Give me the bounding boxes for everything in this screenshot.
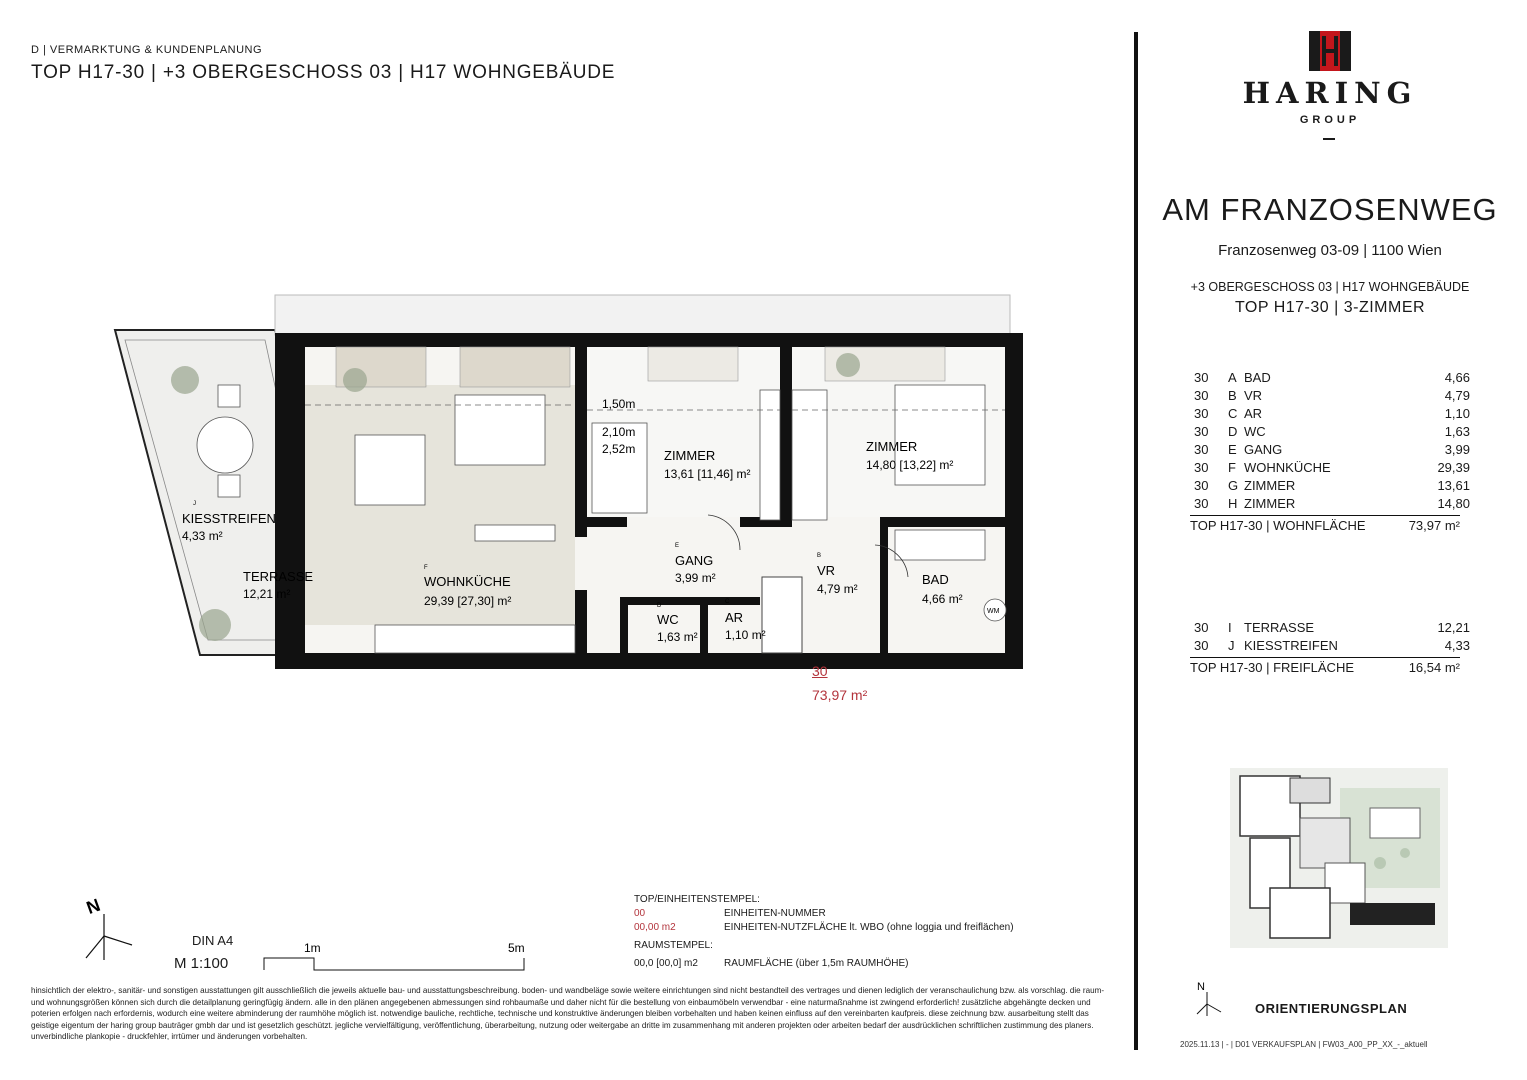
scale-ratio: M 1:100 [174, 955, 229, 972]
divider-line [1134, 32, 1138, 1050]
plan-area-zimmer-1: 13,61 [11,46] m² [664, 467, 751, 481]
plan-label-ar: AR [725, 610, 744, 625]
plan-label-zimmer-1: ZIMMER [664, 448, 716, 463]
plan-area-wohnkueche: 29,39 [27,30] m² [424, 594, 512, 608]
wohnflaeche-total: TOP H17-30 | WOHNFLÄCHE 73,97 m² [1190, 515, 1460, 533]
orientation-map [1230, 768, 1448, 948]
unit-stamp-area: 73,97 m² [812, 687, 868, 703]
plan-label-wc-letter: D [657, 603, 662, 609]
plan-area-bad: 4,66 m² [922, 592, 963, 606]
brand-name: HARING [1242, 76, 1418, 110]
orientation-north-label: N [1197, 981, 1205, 993]
plan-height-3: 2,52m [602, 442, 636, 456]
paper-format: DIN A4 [192, 933, 234, 948]
room-row: 30 J KIESSTREIFEN 4,33 [1194, 638, 1470, 653]
scale-5m: 5m [508, 941, 525, 955]
page-title: TOP H17-30 | +3 OBERGESCHOSS 03 | H17 WOHNGEBÄUDE [31, 62, 616, 83]
room-row: 30 C AR 1,10 [1194, 406, 1470, 421]
freiflaeche-total: TOP H17-30 | FREIFLÄCHE 16,54 m² [1190, 657, 1460, 675]
room-row: 30 G ZIMMER 13,61 [1194, 478, 1470, 493]
project-unit: TOP H17-30 | 3-ZIMMER [1234, 299, 1426, 316]
plan-label-zimmer-2: ZIMMER [866, 439, 918, 454]
outdoor-list [1190, 619, 1470, 675]
plan-area-wc: 1,63 m² [657, 630, 698, 644]
stamp-legend: TOP/EINHEITENSTEMPEL: 00 EINHEITEN-NUMMER 00,00 m2 EINHEITEN-NUTZFLÄCHE lt. WBO (ohne loggia und freiflächen) RAUMSTEMPEL: 00,0 [00,0] m2 RAUMFLÄCHE (über 1,5m RAUMHÖHE) [634, 894, 1014, 969]
plan-area-gang: 3,99 m² [675, 571, 716, 585]
plan-height-2: 2,10m [602, 425, 636, 439]
room-row: 30 E GANG 3,99 [1194, 442, 1470, 457]
plan-label-gang-letter: E [675, 543, 680, 549]
plan-label-terrasse: TERRASSE [243, 569, 314, 584]
plan-label-kies: KIESSTREIFEN [182, 511, 276, 526]
project-address: Franzosenweg 03-09 | 1100 Wien [1218, 242, 1442, 259]
plan-label-wohnkueche: WOHNKÜCHE [424, 574, 511, 589]
orientation-north-icon [1195, 978, 1225, 1023]
project-floor: +3 OBERGESCHOSS 03 | H17 WOHNGEBÄUDE [1190, 280, 1470, 294]
unit-stamp-number: 30 [812, 663, 828, 679]
plan-label-wk-letter: F [424, 565, 428, 571]
room-list [1190, 369, 1470, 533]
plan-area-kies: 4,33 m² [182, 529, 223, 543]
plan-meta: 2025.11.13 | - | D01 VERKAUFSPLAN | FW03_A00_PP_XX_-_aktuell [1180, 1040, 1428, 1049]
unit-stamp [812, 663, 867, 703]
room-row: 30 H ZIMMER 14,80 [1194, 496, 1470, 511]
brand-sub: GROUP [1299, 114, 1361, 126]
scale-bar [262, 940, 532, 972]
room-row: 30 F WOHNKÜCHE 29,39 [1194, 460, 1470, 475]
north-label: N [83, 894, 103, 919]
room-row: 30 D WC 1,63 [1194, 424, 1470, 439]
plan-label-kies-letter: J [193, 501, 196, 507]
plan-height-1: 1,50m [602, 397, 636, 411]
north-arrow-icon [80, 890, 140, 960]
plan-label-ar-letter: C [725, 599, 730, 605]
room-row: 30 A BAD 4,66 [1194, 370, 1470, 385]
disclaimer-text: hinsichtlich der elektro-, sanitär- und sonstigen ausstattungen gilt ausschließlich die jeweils aktuelle bau- und ausstattungsbeschreibung. boden- und wandbeläge sowie weitere einrichtungen sind nicht bestandteil des vertrages und dienen lediglich der veranschaulichung bzw. als vorschlag. die raum- und wohnungsgrößen können sich durch die detailplanung geringfügig ändern. alle in den plänen angegebenen abmessungen sind rohbaumaße und daher nicht für die bestellung von einbaumöbeln verwendbar - eine naturmaßnahme ist zwingend erforderlich! zusätzliche abgehängte decken und poterien erfolgen nach erfordernis, wodurch eine weitere abminderung der raumhöhe möglich ist. notwendige bauliche, rechtliche, technische und konstruktive änderungen bleiben vorbehalten und haben keinen einfluss auf den vereinbarten kaufpreis. diese zeichnung bzw. ausarbeitung stellt das geistige eigentum der haring group bauträger gmbh dar und ist gesetzlich geschützt. jegliche vervielfältigung, veröffentlichung, überarbeitung, nutzung oder weitergabe an dritte im zusammenhang mit anderen projekten oder arbeiten bedarf der ausdrücklichen schriftlichen zustimmung des planers. unverbindliche plankopie - druckfehler, irrtümer und änderungen vorbehalten. [31, 986, 1105, 1041]
plan-label-vr: VR [817, 563, 836, 578]
plan-area-ar: 1,10 m² [725, 628, 766, 642]
room-row: 30 B VR 4,79 [1194, 388, 1470, 403]
plan-area-zimmer-2: 14,80 [13,22] m² [866, 458, 954, 472]
room-row: 30 I TERRASSE 12,21 [1194, 620, 1470, 635]
plan-area-vr: 4,79 m² [817, 582, 858, 596]
scale-1m: 1m [304, 941, 321, 955]
plan-label-wm: WM [987, 608, 1000, 615]
plan-label-gang: GANG [675, 553, 714, 568]
floor-plan [100, 285, 1050, 725]
project-name: AM FRANZOSENWEG [1162, 192, 1498, 227]
header-subtitle: D | VERMARKTUNG & KUNDENPLANUNG [31, 44, 263, 56]
orientation-label: ORIENTIERUNGSPLAN [1255, 1001, 1408, 1016]
plan-label-vr-letter: B [817, 553, 822, 559]
plan-label-wc: WC [657, 612, 679, 627]
plan-label-bad: BAD [922, 572, 949, 587]
plan-area-terrasse: 12,21 m² [243, 587, 291, 601]
